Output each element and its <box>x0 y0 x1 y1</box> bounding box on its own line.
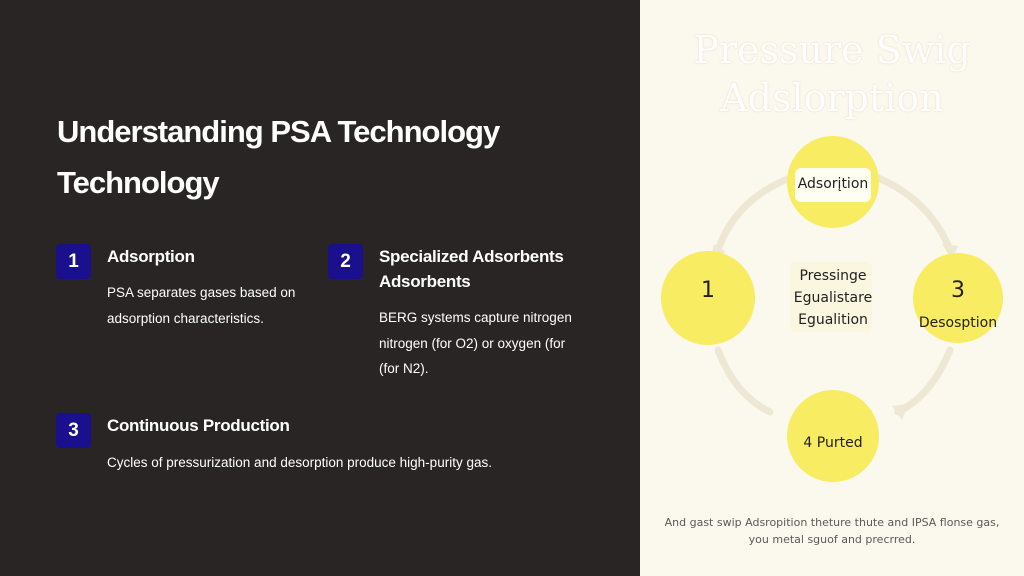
caption-line: you metal sguof and precrred. <box>748 533 916 546</box>
number-badge: 2 <box>328 244 363 279</box>
point-specialized-adsorbents <box>328 244 618 394</box>
arrow-head-bottom <box>892 404 908 420</box>
slide-title-line-2: Technology <box>57 165 219 200</box>
point-title <box>107 413 290 438</box>
cycle-arrow-bottom-left <box>718 350 770 412</box>
point-description <box>107 450 492 476</box>
diagram-title-line: Adslorption <box>720 76 944 120</box>
point-title-line: Specialized Adsorbents <box>379 247 564 266</box>
point-continuous-production <box>56 413 576 483</box>
point-description <box>107 280 295 331</box>
diagram-title <box>640 26 1024 122</box>
cycle-arrow-top-left <box>718 178 790 250</box>
center-label-line: Egualition <box>798 312 868 328</box>
caption-line: And gast swip Adsropition theture thute and IPSA flonse gas, <box>664 516 1000 529</box>
point-desc-line: nitrogen (for O2) or oxygen (for <box>379 335 566 351</box>
diagram-panel <box>640 0 1024 576</box>
node-adsorption-label: Adsorįtion <box>797 176 869 192</box>
point-title-line: Adsorbents <box>379 272 471 291</box>
node-3-number: 3 <box>951 278 965 303</box>
point-desc-line: Cycles of pressurization and desorption produce high-purity gas. <box>107 455 492 470</box>
point-desc-line: adsorption characteristics. <box>107 310 264 326</box>
center-label-line: Pressinge <box>799 268 867 284</box>
slide-title-line-1: Understanding PSA Technology <box>57 114 500 149</box>
point-title <box>379 244 564 294</box>
number-badge: 3 <box>56 413 91 448</box>
number-badge: 1 <box>56 244 91 279</box>
point-title-line: Continuous Production <box>107 416 290 435</box>
cycle-arrow-bottom-right <box>898 350 950 412</box>
node-3-label: Desosption <box>918 315 998 331</box>
slide-title <box>57 106 617 208</box>
point-title <box>107 244 195 269</box>
diagram-caption <box>640 514 1024 548</box>
center-label <box>780 265 886 331</box>
point-adsorption <box>56 244 296 344</box>
point-desc-line: (for N2). <box>379 361 429 376</box>
point-desc-line: PSA separates gases based on <box>107 285 296 300</box>
node-1-label: 1 <box>701 278 715 303</box>
diagram-title-line: Pressure Swig <box>693 28 971 72</box>
center-label-line: Egualistare <box>793 290 873 306</box>
point-description <box>379 305 572 382</box>
cycle-arrow-top-right <box>878 178 950 250</box>
point-title-line: Adsorption <box>107 247 195 266</box>
node-4-label: 4 Purted <box>803 435 863 451</box>
point-desc-line: BERG systems capture nitrogen <box>379 310 572 325</box>
